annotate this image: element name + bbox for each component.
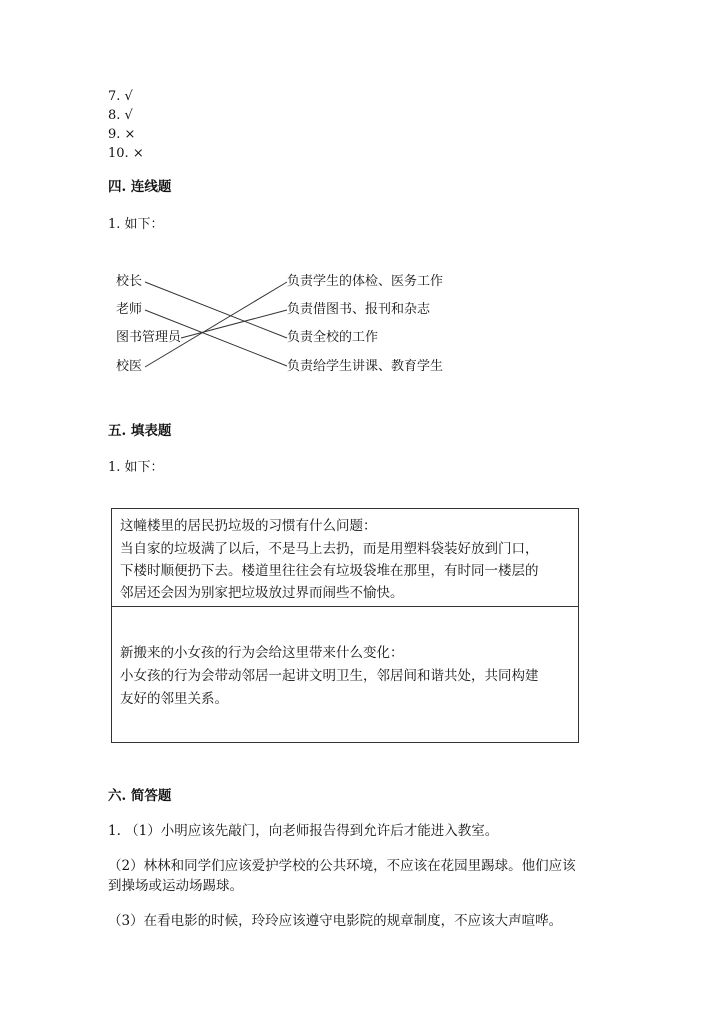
answer-number: 10. (108, 146, 129, 161)
section5-answer-intro: 1. 如下： (108, 460, 164, 475)
answer-mark: × (132, 146, 144, 161)
match-right-item-teaching: 负责给学生讲课、教育学生 (287, 359, 444, 374)
answer-mark: × (124, 127, 136, 142)
section4-heading: 四. 连线题 (108, 179, 172, 195)
answer-table (111, 508, 579, 743)
match-right-item-school: 负责全校的工作 (287, 330, 379, 345)
table-divider (112, 606, 578, 607)
match-left-item-teacher: 老师 (116, 302, 143, 317)
cell2-line: 友好的邻里关系。 (120, 691, 228, 707)
match-line-principal-school (145, 282, 287, 338)
match-line-teacher-teaching (145, 310, 287, 366)
match-left-item-principal: 校长 (116, 274, 143, 289)
cell1-line: 这幢楼里的居民扔垃圾的习惯有什么问题： (120, 518, 377, 534)
section4-answer-intro: 1. 如下： (108, 217, 164, 232)
short-answer-1: 1. （1）小明应该先敲门，向老师报告得到允许后才能进入教室。 (108, 823, 499, 839)
answer-mark: √ (124, 108, 133, 123)
match-left-item-librarian: 图书管理员 (116, 330, 182, 345)
match-right-item-books: 负责借图书、报刊和杂志 (287, 302, 431, 317)
cell2-line: 小女孩的行为会带动邻居一起讲文明卫生，邻居间和谐共处，共同构建 (120, 668, 539, 684)
answer-number: 7. (108, 89, 121, 104)
match-line-doctor-health (145, 282, 287, 367)
cell2-line: 新搬来的小女孩的行为会给这里带来什么变化： (120, 645, 404, 661)
short-answer-2-line2: 到操场或运动场踢球。 (108, 878, 243, 894)
cell1-line: 当自家的垃圾满了以后，不是马上去扔，而是用塑料袋装好放到门口， (120, 541, 539, 557)
cell1-line: 邻居还会因为别家把垃圾放过界而闹些不愉快。 (120, 585, 404, 601)
short-answer-3: （3）在看电影的时候，玲玲应该遵守电影院的规章制度，不应该大声喧哗。 (108, 913, 563, 929)
cell1-line: 下楼时顺便扔下去。楼道里往往会有垃圾袋堆在那里，有时同一楼层的 (120, 563, 539, 579)
section6-heading: 六. 简答题 (108, 788, 172, 804)
answer-number: 8. (108, 108, 121, 123)
match-left-item-doctor: 校医 (116, 359, 143, 374)
match-right-item-health: 负责学生的体检、医务工作 (287, 274, 444, 289)
answer-mark: √ (124, 89, 133, 104)
section5-heading: 五. 填表题 (108, 423, 172, 439)
answer-number: 9. (108, 127, 121, 142)
short-answer-2-line1: （2）林林和同学们应该爱护学校的公共环境，不应该在花园里踢球。他们应该 (108, 858, 576, 874)
